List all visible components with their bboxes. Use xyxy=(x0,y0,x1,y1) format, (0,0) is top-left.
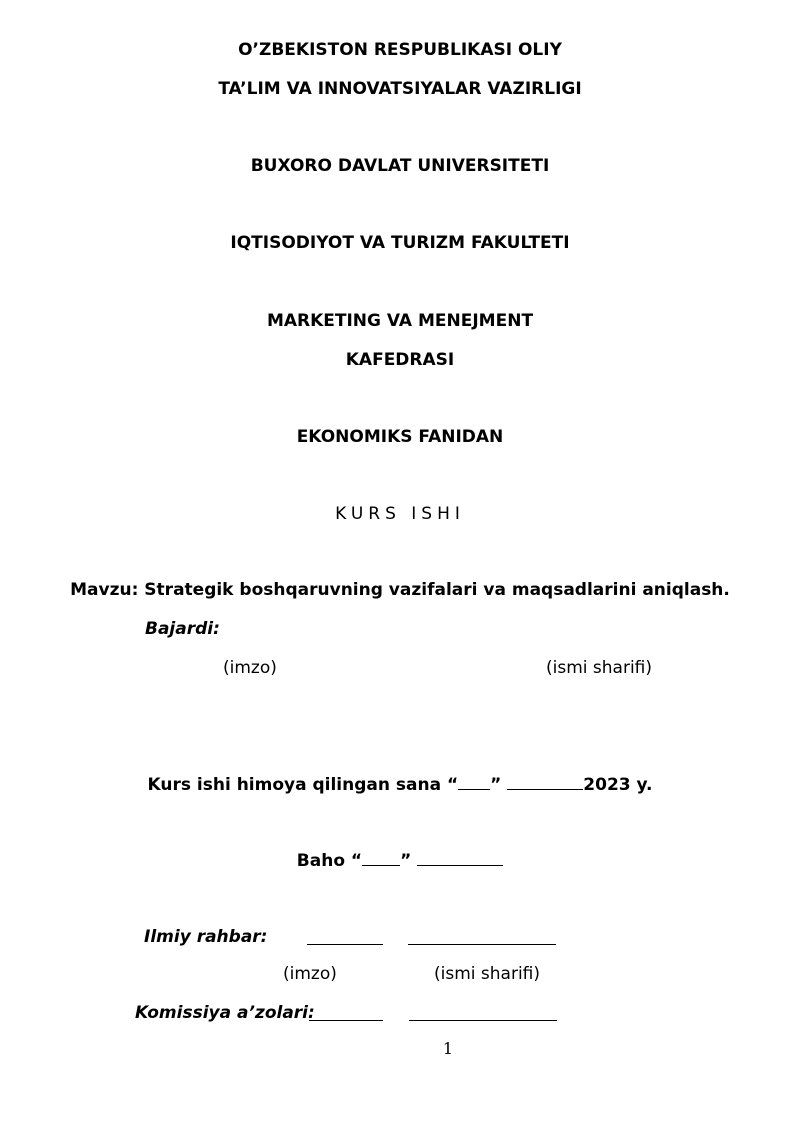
department-line-1: MARKETING VA MENEJMENT xyxy=(266,311,534,331)
defense-year: 2023 y. xyxy=(583,775,653,795)
supervisor-label: Ilmiy rahbar: xyxy=(144,927,268,947)
grade-quote: ” xyxy=(400,851,412,871)
page-number: 1 xyxy=(442,1039,454,1058)
ministry-line-2: TA’LIM VA INNOVATSIYALAR VAZIRLIGI xyxy=(218,79,582,99)
defense-date-quote: ” xyxy=(490,775,502,795)
university-name: BUXORO DAVLAT UNIVERSITETI xyxy=(250,156,550,176)
defense-day-blank[interactable] xyxy=(458,772,490,790)
grade-label: Baho “ xyxy=(296,851,363,871)
grade-line xyxy=(0,848,800,872)
performer-name-caption: (ismi sharifi) xyxy=(546,658,653,678)
commission-signature-blank[interactable] xyxy=(309,1020,383,1021)
department-line-2: KAFEDRASI xyxy=(345,350,455,370)
supervisor-signature-blank[interactable] xyxy=(307,944,383,945)
defense-date-prefix: Kurs ishi himoya qilingan sana “ xyxy=(147,775,459,795)
defense-date-line xyxy=(0,772,800,796)
ministry-line-1: O’ZBEKISTON RESPUBLIKASI OLIY xyxy=(238,40,562,60)
supervisor-signature-caption: (imzo) xyxy=(283,964,337,984)
commission-label: Komissiya a’zolari: xyxy=(135,1003,315,1023)
document-type: KURS ISHI xyxy=(335,504,465,524)
supervisor-name-caption: (ismi sharifi) xyxy=(434,964,541,984)
commission-name-blank[interactable] xyxy=(409,1020,557,1021)
performer-signature-caption: (imzo) xyxy=(223,658,277,678)
defense-month-blank[interactable] xyxy=(507,772,583,790)
topic: Mavzu: Strategik boshqaruvning vazifalari va maqsadlarini aniqlash. xyxy=(70,580,730,600)
supervisor-name-blank[interactable] xyxy=(408,944,556,945)
grade-value-blank[interactable] xyxy=(362,848,400,866)
grade-text-blank[interactable] xyxy=(417,848,503,866)
performer-label: Bajardi: xyxy=(145,619,220,639)
faculty-name: IQTISODIYOT VA TURIZM FAKULTETI xyxy=(230,233,570,253)
subject-title: EKONOMIKS FANIDAN xyxy=(296,427,504,447)
